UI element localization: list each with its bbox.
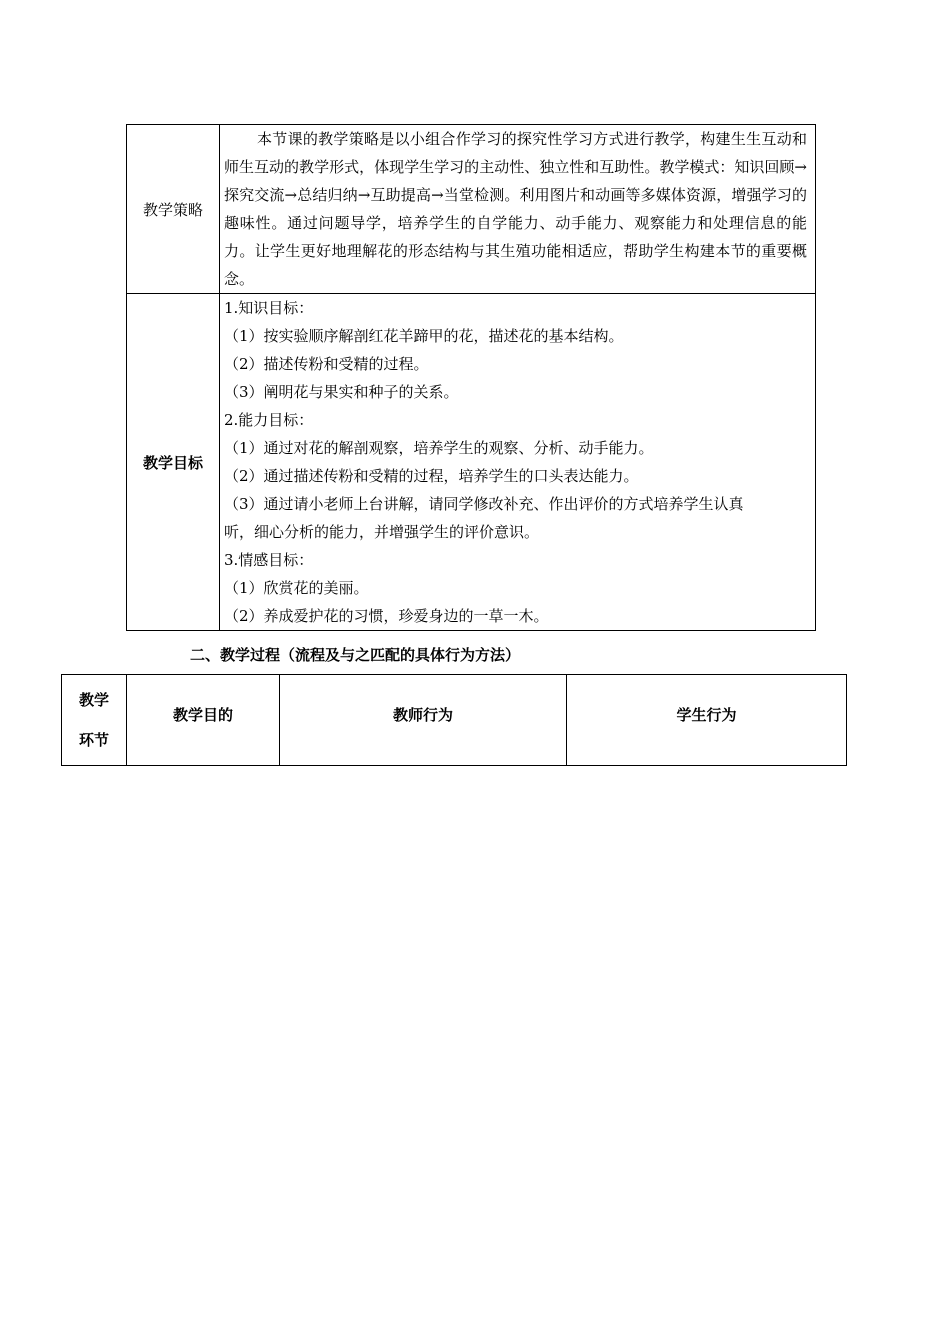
- objectives-row: [127, 294, 816, 631]
- objective-line: （2）描述传粉和受精的过程。: [224, 355, 429, 373]
- objective-line: （3）通过请小老师上台讲解，请同学修改补充、作出评价的方式培养学生认真: [224, 495, 744, 513]
- strategy-label: 教学策略: [127, 125, 220, 294]
- process-table: [61, 674, 847, 766]
- objective-line: （1）通过对花的解剖观察，培养学生的观察、分析、动手能力。: [224, 439, 654, 457]
- section-title: 二、教学过程（流程及与之匹配的具体行为方法）: [190, 646, 521, 664]
- objective-line: （2）通过描述传粉和受精的过程，培养学生的口头表达能力。: [224, 467, 639, 485]
- header-teacher: 教师行为: [280, 675, 567, 766]
- header-student: 学生行为: [567, 675, 847, 766]
- strategy-cell: [220, 125, 816, 294]
- header-stage-line2: 环节: [78, 731, 109, 749]
- objective-line: （1）按实验顺序解剖红花羊蹄甲的花，描述花的基本结构。: [224, 327, 624, 345]
- header-stage-line1: 教学: [78, 691, 109, 709]
- process-header-row: [62, 675, 847, 766]
- objective-line: 1.知识目标：: [224, 299, 314, 317]
- objective-line: （1）欣赏花的美丽。: [224, 579, 369, 597]
- strategy-row: [127, 125, 816, 294]
- objective-line: （3）阐明花与果实和种子的关系。: [224, 383, 459, 401]
- objective-line: 3.情感目标：: [224, 551, 314, 569]
- header-purpose: 教学目的: [127, 675, 280, 766]
- lesson-plan-table: [126, 124, 816, 631]
- objective-line: 听，细心分析的能力，并增强学生的评价意识。: [224, 523, 540, 541]
- strategy-text: 本节课的教学策略是以小组合作学习的探究性学习方式进行教学，构建生生互动和师生互动的教学形式，体现学生学习的主动性、独立性和互助性。教学模式：知识回顾→探究交流→总结归纳→互助提高→当堂检测。利用图片和动画等多媒体资源，增强学习的趣味性。通过问题导学，培养学生的自学能力、动手能力、观察能力和处理信息的能力。让学生更好地理解花的形态结构与其生殖功能相适应，帮助学生构建本节的重要概念。: [224, 130, 807, 288]
- objectives-cell: [220, 294, 816, 631]
- objective-line: 2.能力目标：: [224, 411, 314, 429]
- objective-line: （2）养成爱护花的习惯，珍爱身边的一草一木。: [224, 607, 549, 625]
- objectives-label: 教学目标: [127, 294, 220, 631]
- header-stage: [62, 675, 127, 766]
